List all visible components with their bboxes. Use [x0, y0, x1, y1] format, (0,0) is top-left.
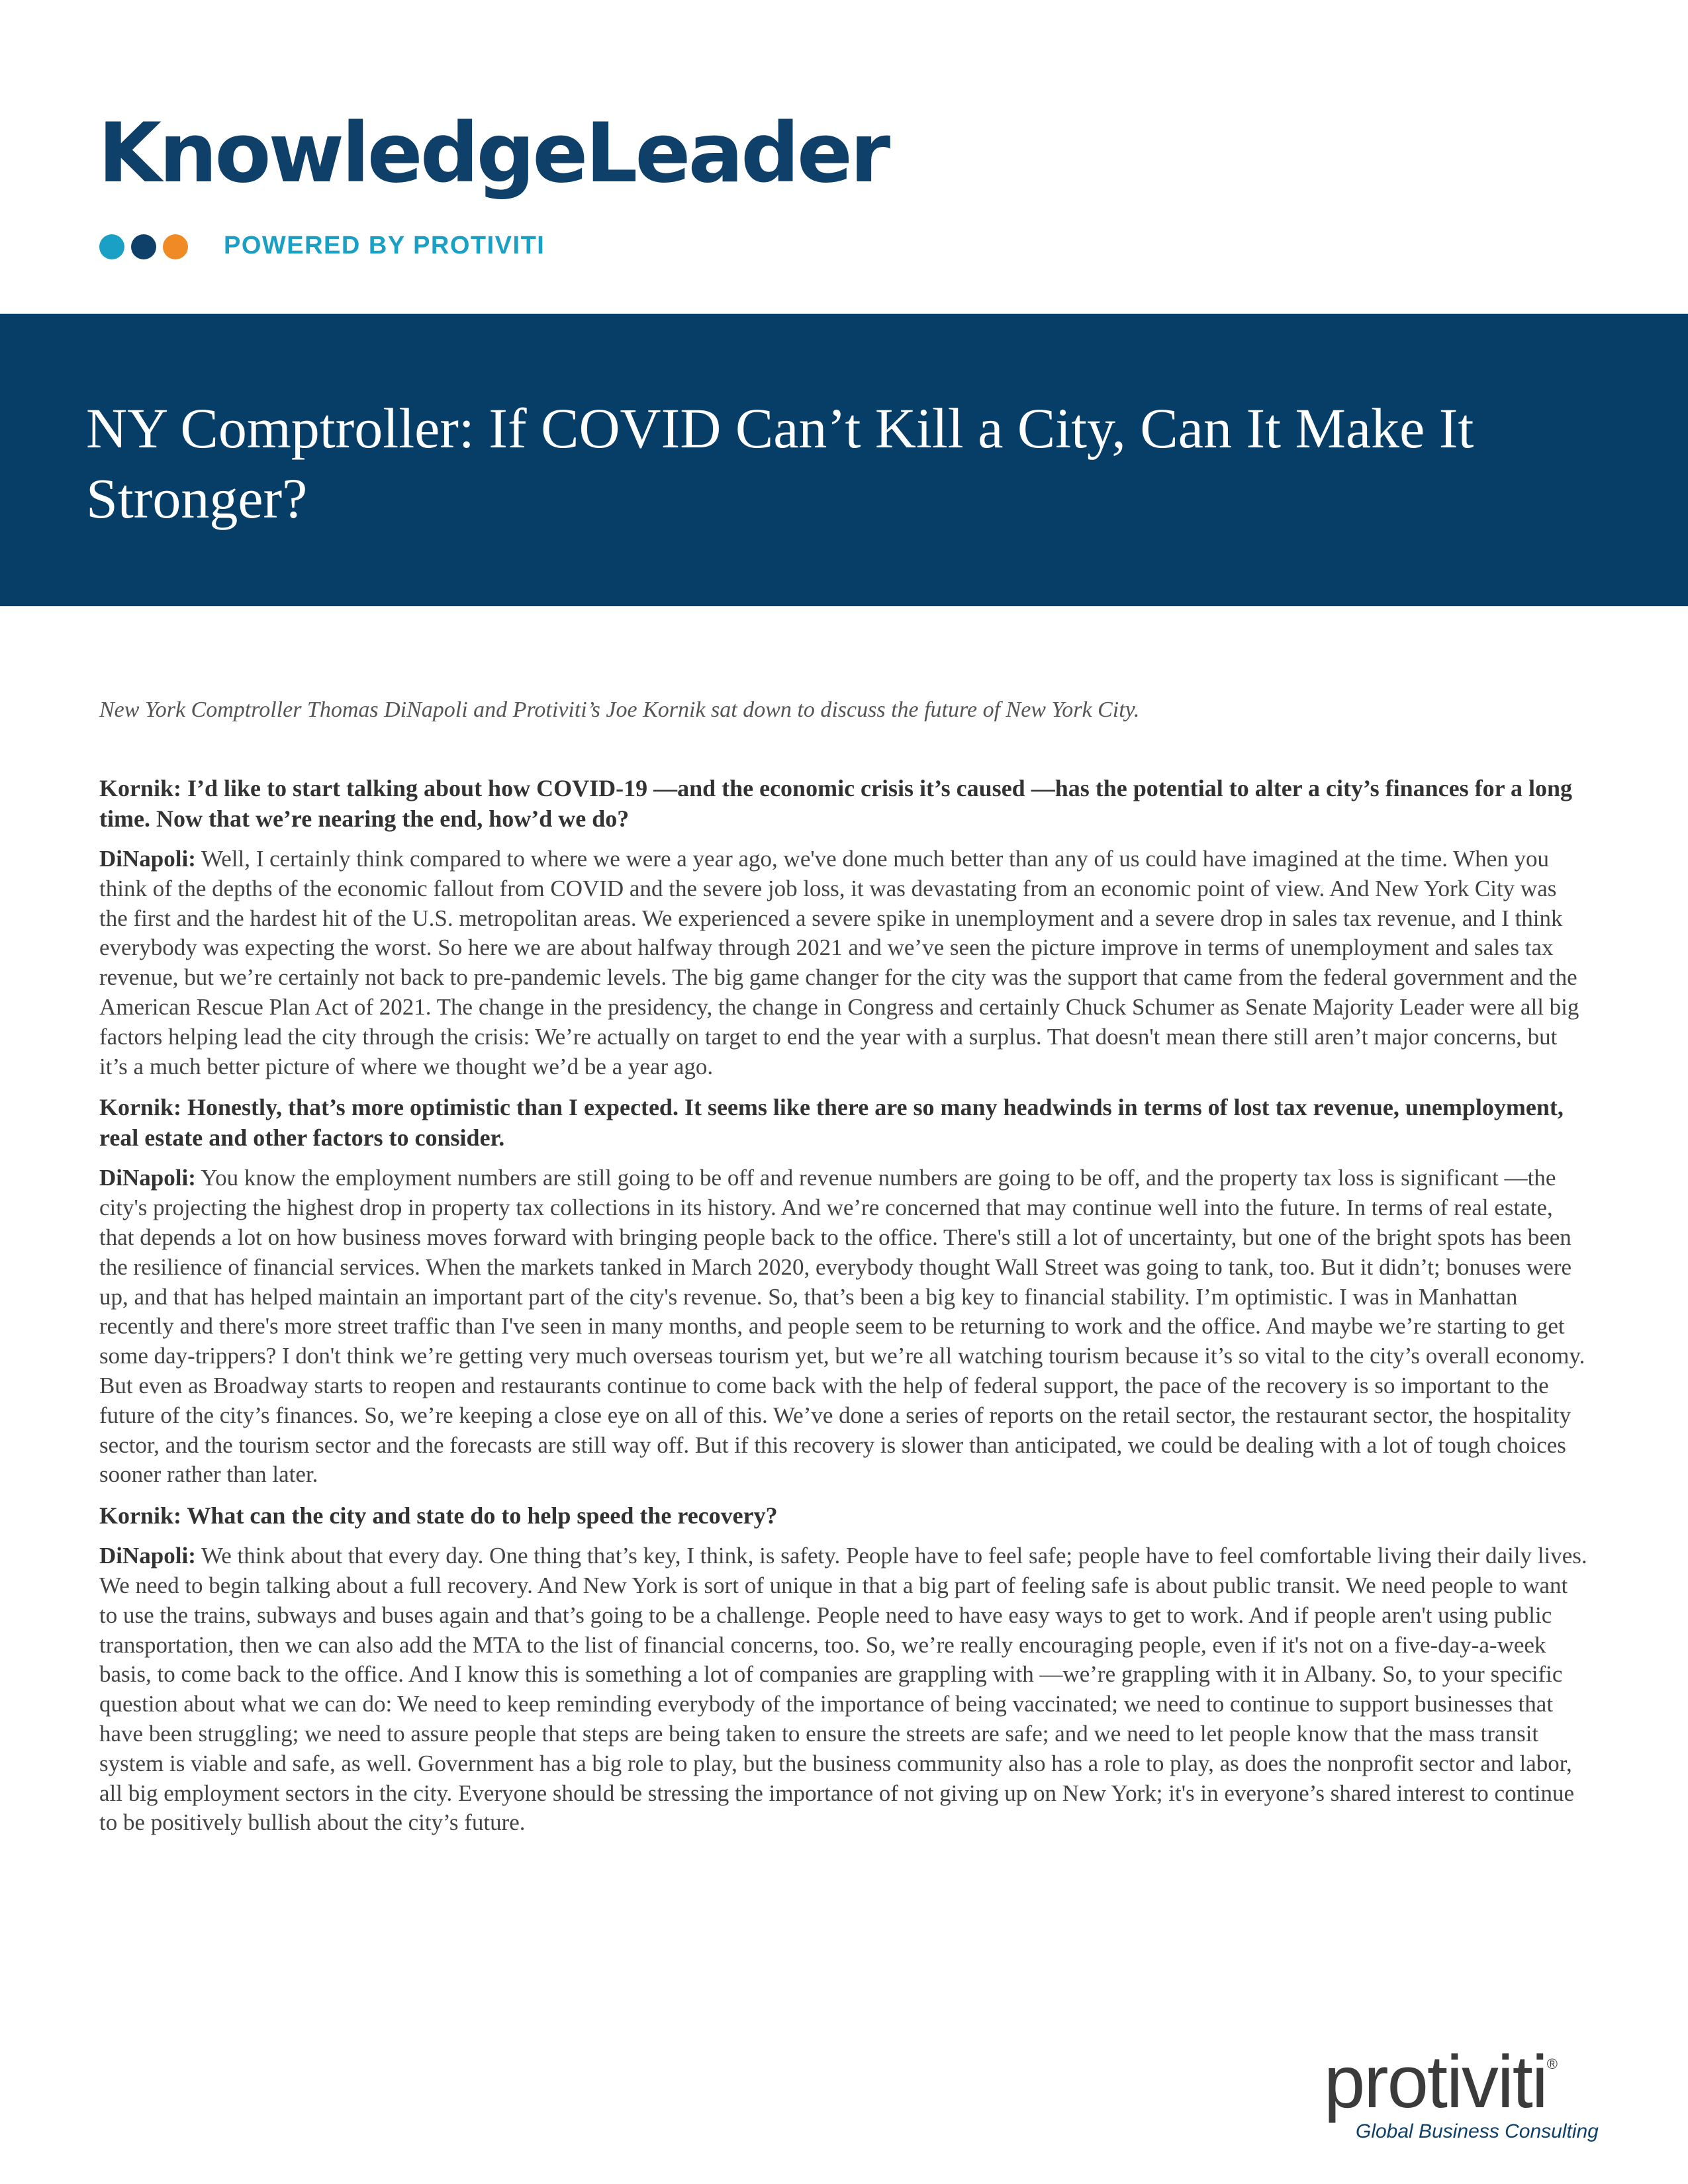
teal-dot-icon — [99, 234, 124, 259]
question-2: Kornik: Honestly, that’s more optimistic than I expected. It seems like there are so many headwinds in terms of lost tax revenue, unemployment, real estate and other factors to consider. — [99, 1094, 1564, 1152]
logo-text: protiviti — [1324, 2040, 1547, 2123]
knowledgeleader-logo: KnowledgeLeader — [98, 106, 888, 201]
question-3: Kornik: What can the city and state do to help speed the recovery? — [99, 1502, 778, 1529]
orange-dot-icon — [163, 234, 188, 259]
answer-text: You know the employment numbers are still going to be off and revenue numbers are going to be off, and the property tax loss is significant —the city's projecting the highest drop in property tax collections in its history. And we’re concerned that may continue well into the future. In terms of real estate, that depends a lot on how business moves forward with bringing people back to the office. There's still a lot of uncertainty, but one of the bright spots has been the resilience of financial services. When the markets tanked in March 2020, everybody thought Wall Street was going to tank, too. But it didn’t; bonuses were up, and that has helped maintain an important part of the city's revenue. So, that’s been a big key to financial stability. I’m optimistic. I was in Manhattan recently and there's more street traffic than I've seen in many months, and people seem to be returning to work and the office. And maybe we’re starting to get some day-trippers? I don't think we’re getting very much overseas tourism yet, but we’re all watching tourism because it’s so vital to the city’s overall economy. But even as Broadway starts to reopen and restaurants continue to come back with the help of federal support, the pace of the recovery is so important to the future of the city’s finances. So, we’re keeping a close eye on all of this. We’ve done a series of reports on the retail sector, the restaurant sector, the hospitality sector, and the tourism sector and the forecasts are still way off. But if this recovery is slower than anticipated, we could be dealing with a lot of tough choices sooner rather than later. — [99, 1165, 1585, 1488]
article-body — [99, 694, 1589, 1848]
registered-mark: ® — [1546, 2056, 1558, 2072]
answer-3 — [99, 1541, 1589, 1838]
answer-text: We think about that every day. One thing that’s key, I think, is safety. People have to feel safe; people have to feel comfortable living their daily lives. We need to begin talking about a full recovery. And New York is sort of unique in that a big part of feeling safe is about public transit. We need people to want to use the trains, subways and buses again and that’s going to be a challenge. People need to have easy ways to get to work. And if people aren't using public transportation, then we can also add the MTA to the list of financial concerns, too. So, we’re really encouraging people, even if it's not on a five-day-a-week basis, to come back to the office. And I know this is something a lot of companies are grappling with —we’re grappling with it in Albany. So, to your specific question about what we can do: We need to keep reminding everybody of the importance of being vaccinated; we need to continue to support businesses that have been struggling; we need to assure people that steps are being taken to ensure the streets are safe; and we need to let people know that the mass transit system is viable and safe, as well. Government has a big role to play, but the business community also has a role to play, as does the nonprofit sector and labor, all big employment sectors in the city. Everyone should be stressing the importance of not giving up on New York; it's in everyone’s shared interest to continue to be positively bullish about the city’s future. — [99, 1543, 1587, 1836]
footer-tagline: Global Business Consulting — [1356, 2120, 1599, 2142]
answer-1 — [99, 844, 1589, 1081]
brand-dots — [99, 234, 188, 261]
powered-by-label: POWERED BY PROTIVITI — [224, 232, 545, 259]
answer-text: Well, I certainly think compared to where we were a year ago, we've done much better than any of us could have imagined at the time. When you think of the depths of the economic fallout from COVID and the severe job loss, it was devastating from an economic point of view. And New York City was the first and the hardest hit of the U.S. metropolitan areas. We experienced a severe spike in unemployment and a severe drop in sales tax revenue, and I think everybody was expecting the worst. So here we are about halfway through 2021 and we’ve seen the picture improve in terms of unemployment and sales tax revenue, but we’re certainly not back to pre-pandemic levels. The big game changer for the city was the support that came from the federal government and the American Rescue Plan Act of 2021. The change in the presidency, the change in Congress and certainly Chuck Schumer as Senate Majority Leader were all big factors helping lead the city through the crisis: We’re actually on target to end the year with a surplus. That doesn't mean there still aren’t major concerns, but it’s a much better picture of where we thought we’d be a year ago. — [99, 846, 1579, 1079]
navy-dot-icon — [131, 234, 156, 259]
title-banner — [0, 314, 1688, 606]
speaker-label: DiNapoli: — [99, 1165, 196, 1191]
answer-2 — [99, 1163, 1589, 1490]
article-intro: New York Comptroller Thomas DiNapoli and Protiviti’s Joe Kornik sat down to discuss the future of New York City. — [99, 698, 1140, 722]
speaker-label: DiNapoli: — [99, 1543, 196, 1569]
protiviti-logo — [1324, 2040, 1558, 2123]
page-title: NY Comptroller: If COVID Can’t Kill a City, Can It Make It Stronger? — [86, 396, 1474, 530]
speaker-label: DiNapoli: — [99, 846, 196, 872]
question-1: Kornik: I’d like to start talking about how COVID-19 —and the economic crisis it’s caused —has the potential to alter a city’s finances for a long time. Now that we’re nearing the end, how’d we do? — [99, 775, 1572, 832]
